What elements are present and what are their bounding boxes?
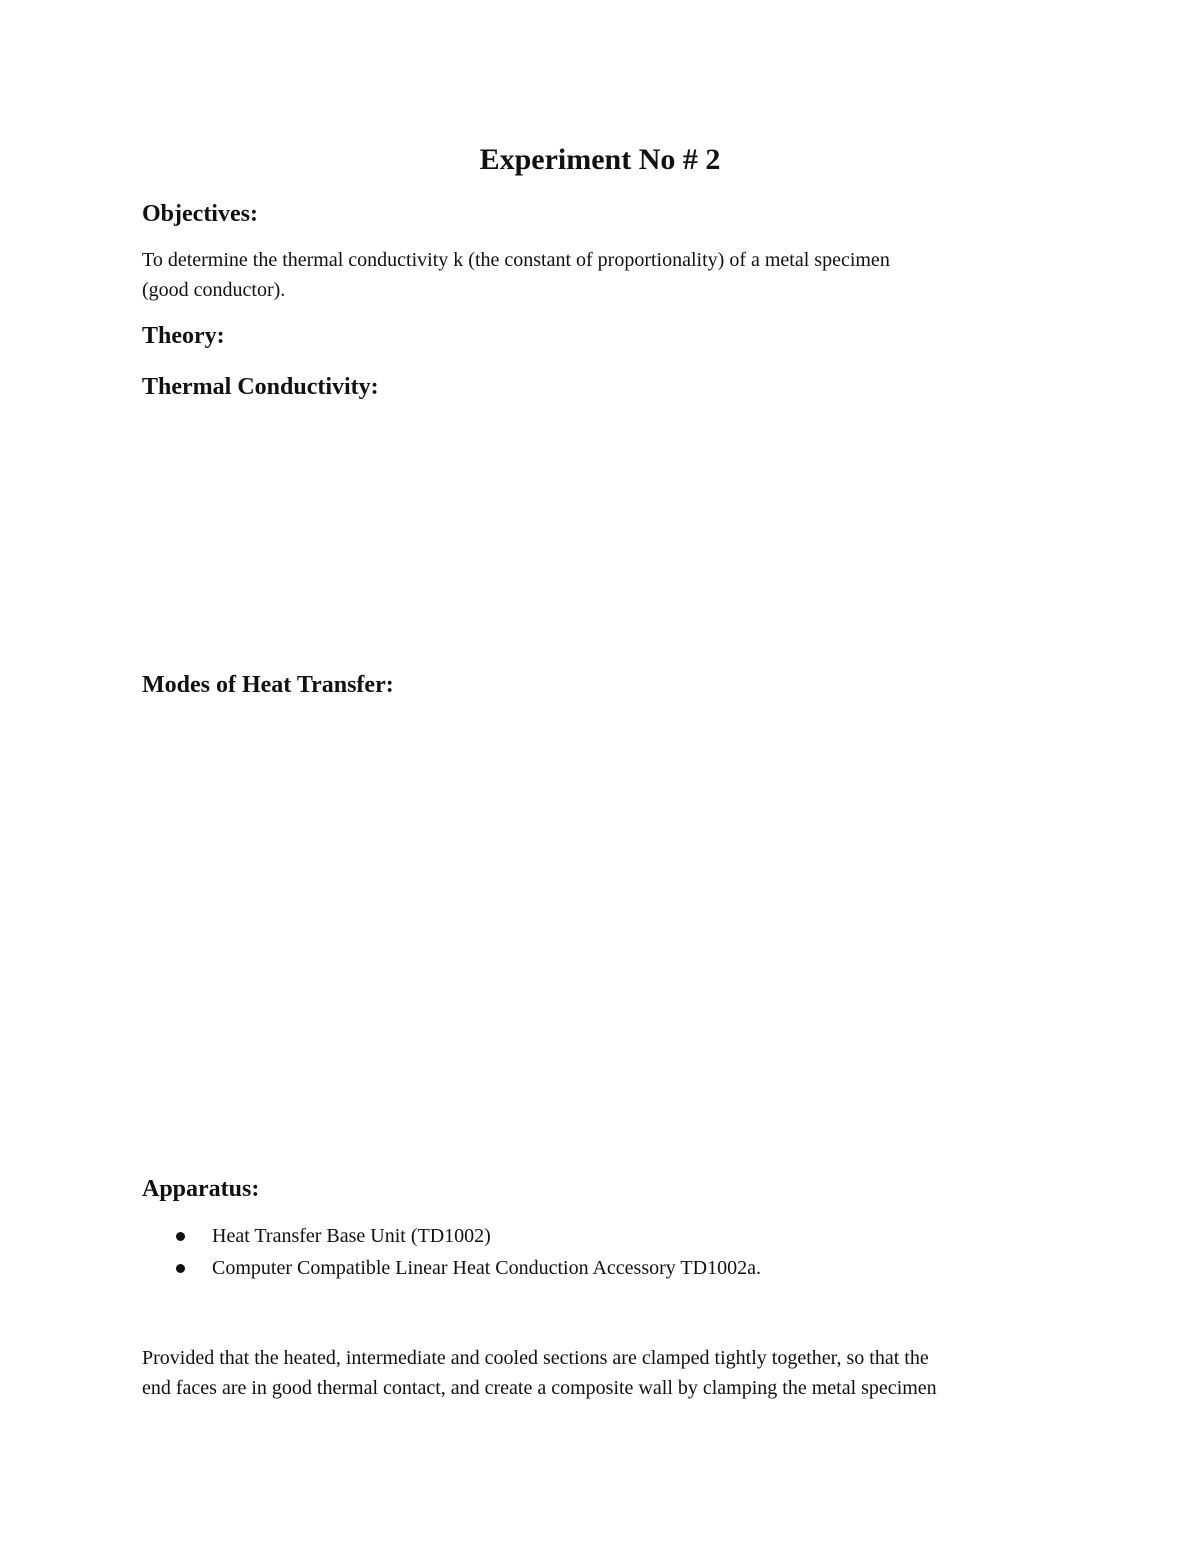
modes-of-heat-transfer-heading: Modes of Heat Transfer: bbox=[142, 672, 394, 698]
apparatus-list bbox=[142, 1220, 761, 1284]
bullet-icon bbox=[176, 1232, 185, 1241]
thermal-conductivity-heading: Thermal Conductivity: bbox=[142, 374, 379, 400]
apparatus-item-label: Computer Compatible Linear Heat Conduction Accessory TD1002a. bbox=[212, 1257, 761, 1279]
objectives-paragraph bbox=[142, 245, 1072, 305]
list-item bbox=[142, 1220, 761, 1252]
page-title: Experiment No # 2 bbox=[479, 143, 721, 176]
apparatus-item-label: Heat Transfer Base Unit (TD1002) bbox=[212, 1225, 491, 1247]
theory-heading: Theory: bbox=[142, 323, 225, 349]
objectives-line: (good conductor). bbox=[142, 279, 286, 301]
procedure-line: end faces are in good thermal contact, and create a composite wall by clamping the metal specimen bbox=[142, 1377, 937, 1399]
apparatus-heading: Apparatus: bbox=[142, 1176, 260, 1202]
list-item bbox=[142, 1252, 761, 1284]
objectives-line: To determine the thermal conductivity k (the constant of proportionality) of a metal specimen bbox=[142, 249, 890, 271]
procedure-line: Provided that the heated, intermediate and cooled sections are clamped tightly together, so that the bbox=[142, 1347, 929, 1369]
bullet-icon bbox=[176, 1264, 185, 1273]
procedure-paragraph bbox=[142, 1343, 1072, 1403]
objectives-heading: Objectives: bbox=[142, 201, 258, 227]
